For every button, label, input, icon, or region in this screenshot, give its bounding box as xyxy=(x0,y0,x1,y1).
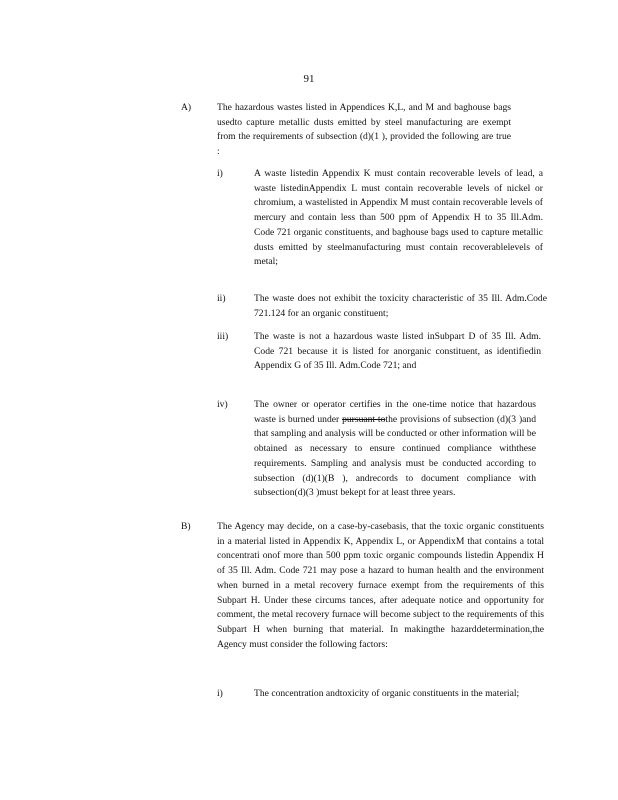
item-a-iv-struck-text: pursuant to xyxy=(342,413,386,425)
item-a-ii-label: ii) xyxy=(217,293,226,304)
item-a-ii-text: The waste does not exhibit the toxicity characteristic of 35 Ill. Adm.Code 721.124 for an organic constituent; xyxy=(254,293,547,319)
item-a-iv-text-before: The owner or operator certifies in the one-time notice that hazardous waste is burned under xyxy=(254,399,536,425)
page-number: 91 xyxy=(303,73,315,85)
item-b-i-text: The concentration andtoxicity of organic constituents in the material; xyxy=(254,688,520,699)
item-b-i-label: i) xyxy=(217,688,223,699)
item-a-i-text: A waste listedin Appendix K must contain recoverable levels of lead, a waste listedinAppendix L must contain recoverable levels of nickel or chromium, a wastelisted in Appendix M must contain recoverable levels of mercury and contain less than 500 ppm of Appendix H to 35 Ill.Adm. Code 721 organic constituents, and baghouse bags used to capture metallic dusts emitted by steelmanufacturing must contain recoverablelevels of metal; xyxy=(254,168,543,268)
section-a-label: A) xyxy=(181,102,192,113)
section-b-intro: The Agency may decide, on a case-by-casebasis, that the toxic organic constituents in a material listed in Appendix K, Appendix L, or AppendixM that contains a total concentrati onof more than 500 ppm toxic organic compounds listedin Appendix H of 35 Ill. Adm. Code 721 may pose a hazard to human health and the environment when burned in a metal recovery furnace exempt from the requirements of this Subpart H. Under these circums tances, after adequate notice and opportunity for comment, the metal recovery furnace will become subject to the requirements of this Subpart H when burning that material. In makingthe hazarddetermination,the Agency must consider the following factors: xyxy=(217,521,544,650)
item-a-iv-text xyxy=(254,398,536,501)
item-a-iii-label: iii) xyxy=(217,331,229,342)
section-a-intro: The hazardous wastes listed in Appendices K,L, and M and baghouse bags usedto capture metallic dusts emitted by steel manufacturing are exempt from the requirements of subsection (d)(1 ), provided the following are true : xyxy=(217,102,511,158)
section-b-label: B) xyxy=(181,521,191,532)
item-a-iii-text: The waste is not a hazardous waste listed inSubpart D of 35 Ill. Adm. Code 721 because it is listed for anorganic constituent, as identifiedin Appendix G of 35 Ill. Adm.Code 721; and xyxy=(254,331,541,372)
item-a-i-label: i) xyxy=(217,168,223,179)
item-a-iv-label: iv) xyxy=(217,399,228,410)
item-a-iv-text-after: the provisions of subsection (d)(3 )and that sampling and analysis will be conducted or other information will be obtained as necessary to ensure continued compliance withthese requirements. Sampling and analysis must be conducted according to subsection (d)(1)(B ), andrecords to document compliance with subsection(d)(3 )must bekept for at least three years. xyxy=(254,413,536,499)
